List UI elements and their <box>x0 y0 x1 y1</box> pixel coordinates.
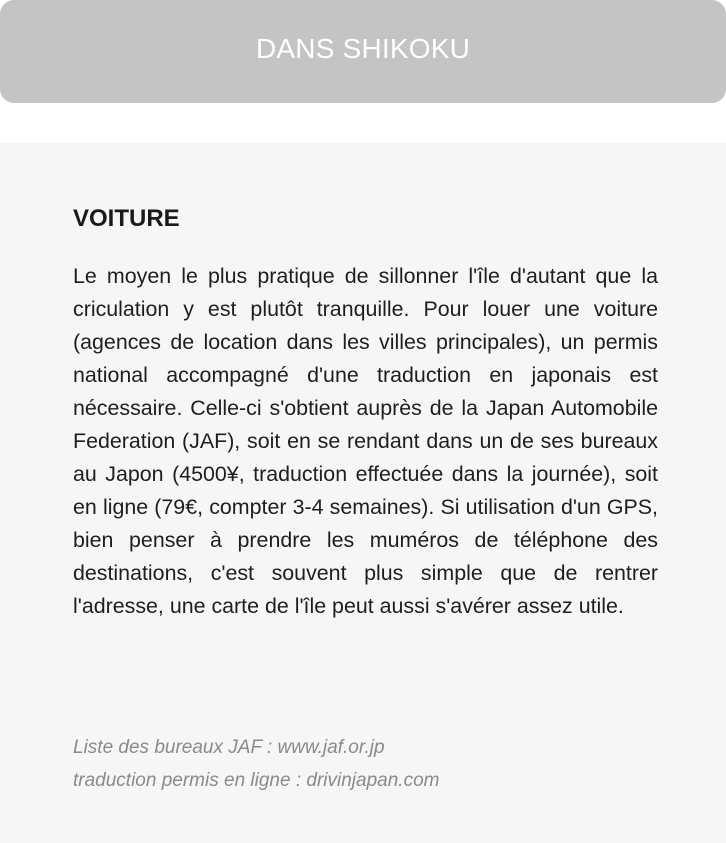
permit-translation-link[interactable]: traduction permis en ligne : drivinjapan.com <box>73 770 440 791</box>
section-title: VOITURE <box>73 205 180 232</box>
jaf-offices-link[interactable]: Liste des bureaux JAF : www.jaf.or.jp <box>73 737 385 758</box>
reference-links <box>73 731 673 797</box>
header-title: DANS SHIKOKU <box>256 32 470 64</box>
header-banner <box>0 0 726 103</box>
section-body-text: Le moyen le plus pratique de sillonner l'île d'autant que la criculation y est plutôt tranquille. Pour louer une voiture (agences de location dans les villes principales), un permis national accompagné d'une traduction en japonais est nécessaire. Celle-ci s'obtient auprès de la Japan Automobile Federation (JAF), soit en se rendant dans un de ses bureaux au Japon (4500¥, traduction effectuée dans la journée), soit en ligne (79€, compter 3-4 semaines). Si utilisation d'un GPS, bien penser à prendre les muméros de téléphone des destinations, c'est souvent plus simple que de rentrer l'adresse, une carte de l'île peut aussi s'avérer assez utile. <box>73 264 658 618</box>
